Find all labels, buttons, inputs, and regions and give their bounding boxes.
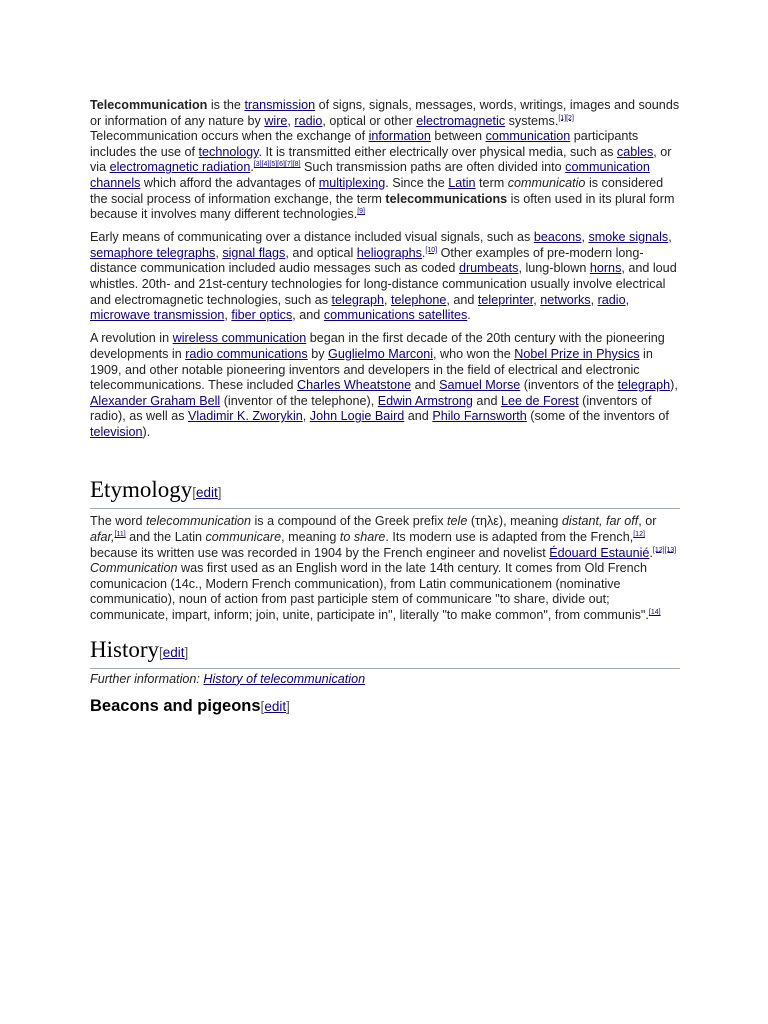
wiki-link[interactable]: Alexander Graham Bell xyxy=(90,393,221,408)
italic-term: Communication xyxy=(90,561,178,576)
text-run: and xyxy=(472,393,501,408)
etymology-edit-section xyxy=(192,485,221,500)
citation-link[interactable]: [11] xyxy=(114,530,126,538)
citation-ref xyxy=(558,114,574,121)
wiki-link[interactable]: networks xyxy=(540,292,591,307)
text-run: (inventor of the telephone), xyxy=(220,393,378,408)
text-run: and xyxy=(404,409,433,424)
wiki-link[interactable]: technology xyxy=(198,144,259,159)
history-heading xyxy=(90,636,680,669)
text-run: . xyxy=(467,308,471,323)
text-run: The word xyxy=(90,514,146,529)
etymology-heading-text: Etymology xyxy=(90,477,193,503)
bracket-close: ] xyxy=(184,644,189,660)
wiki-link[interactable]: Charles Wheatstone xyxy=(296,378,412,393)
citation-ref xyxy=(115,531,126,538)
text-run: was first used as an English word in the late 14th century. It comes from Old French comunicacion (14c., Modern French communication), from Latin communicationem (nominative communicatio), noun of action from past participle stem of communicare "to share, divide out; communicate, impart, inform; join, unite, participate in", literally "to make common", from communis". xyxy=(90,561,649,623)
wiki-link[interactable]: signal flags xyxy=(222,245,286,260)
citation-ref xyxy=(425,247,437,254)
text-run: (some of the inventors of xyxy=(526,409,669,424)
wiki-link[interactable]: semaphore telegraphs xyxy=(90,245,216,260)
text-run: , xyxy=(302,409,310,424)
text-run: . Its modern use is adapted from the French, xyxy=(385,530,634,545)
text-run: systems. xyxy=(505,113,559,128)
history-of-telecommunication-link[interactable]: History of telecommunication xyxy=(203,671,366,686)
text-run: of signs, signals, messages, words, writings, images and sounds or information of any nature by xyxy=(90,98,680,128)
wiki-link[interactable]: telephone xyxy=(391,292,447,307)
etymology-edit-link[interactable]: edit xyxy=(196,485,218,501)
etymology-paragraph xyxy=(90,514,680,623)
wiki-link[interactable]: communications satellites xyxy=(323,308,468,323)
text-run: which afford the advantages of xyxy=(140,175,319,190)
text-run: , xyxy=(668,230,672,245)
text-run: (inventors of the xyxy=(520,378,618,393)
wiki-link[interactable]: drumbeats xyxy=(458,261,519,276)
text-run: , who won the xyxy=(433,346,515,361)
wiki-link[interactable]: Latin xyxy=(448,175,476,190)
text-run: . xyxy=(649,545,653,560)
wiki-link[interactable]: wireless communication xyxy=(172,331,307,346)
wiki-link[interactable]: wire xyxy=(264,113,288,128)
wiki-link[interactable]: electromagnetic xyxy=(416,113,506,128)
text-run: , lung-blown xyxy=(518,261,590,276)
text-run: by xyxy=(307,346,329,361)
wiki-link[interactable]: multiplexing xyxy=(318,175,386,190)
italic-term: communicare xyxy=(205,530,282,545)
bold-term: Telecommunication xyxy=(90,98,208,112)
text-run: (inventors of radio), as well as xyxy=(90,393,652,424)
text-run: is considered the social process of information exchange, the term xyxy=(90,175,664,206)
wiki-link[interactable]: television xyxy=(90,424,143,439)
further-information-label: Further information: xyxy=(90,671,204,686)
text-run: is the xyxy=(207,98,245,112)
wiki-link[interactable]: Nobel Prize in Physics xyxy=(514,346,640,361)
text-run: Other examples of pre-modern long-distance communication included audio messages such as coded xyxy=(90,245,644,276)
wiki-link[interactable]: Vladimir K. Zworykin xyxy=(188,409,303,424)
text-run: , and xyxy=(446,292,478,307)
wiki-link[interactable]: transmission xyxy=(244,98,316,112)
beacons-heading-text: Beacons and pigeons xyxy=(90,697,261,716)
wiki-link[interactable]: microwave transmission xyxy=(90,308,225,323)
further-information-note xyxy=(90,672,680,688)
wiki-link[interactable]: Edwin Armstrong xyxy=(377,393,473,408)
text-run: , xyxy=(224,308,232,323)
wiki-link[interactable]: cables xyxy=(616,144,654,159)
text-run: , and loud whistles. 20th- and 21st-century technologies for long-distance communication usually involve electrical and electromagnetic technologies, such as xyxy=(90,261,677,307)
citation-ref xyxy=(633,531,645,538)
wiki-link[interactable]: teleprinter xyxy=(477,292,534,307)
text-run: , and optical xyxy=(285,245,357,260)
citation-link[interactable]: [12][13] xyxy=(652,546,677,554)
text-run: in 1909, and other notable pioneering inventors and developers in the field of electrical and electronic telecommunications. These included xyxy=(90,346,653,393)
text-run: , xyxy=(287,113,295,128)
wiki-link[interactable]: Guglielmo Marconi xyxy=(328,346,434,361)
text-run: began in the first decade of the 20th century with the pioneering developments in xyxy=(90,331,665,361)
text-run: because its written use was recorded in 1904 by the French engineer and novelist xyxy=(90,545,550,560)
wiki-link[interactable]: telegraph xyxy=(331,292,385,307)
citation-ref xyxy=(653,546,676,553)
wiki-link[interactable]: heliographs xyxy=(356,245,422,260)
text-run: ). xyxy=(142,424,151,439)
wiki-link[interactable]: radio xyxy=(597,292,626,307)
citation-link[interactable]: [14] xyxy=(648,608,661,616)
text-run: ), xyxy=(670,378,678,393)
text-run: , and xyxy=(292,308,324,323)
text-run: . It is transmitted either electrically over physical media, such as xyxy=(258,144,617,159)
text-run: , or via xyxy=(90,144,672,175)
wiki-link[interactable]: smoke signals xyxy=(588,230,669,245)
intro-paragraph-2 xyxy=(90,230,680,324)
text-run: , xyxy=(533,292,541,307)
citation-link[interactable]: [10] xyxy=(425,246,438,254)
italic-term: afar, xyxy=(90,530,115,545)
citation-ref xyxy=(254,161,301,168)
wiki-link[interactable]: fiber optics xyxy=(231,308,293,323)
citation-ref xyxy=(357,208,365,215)
text-run: A revolution in xyxy=(90,331,173,346)
text-run: , or xyxy=(638,514,657,529)
wiki-link[interactable]: John Logie Baird xyxy=(309,409,405,424)
text-run: and xyxy=(411,378,440,393)
text-run: , xyxy=(581,230,589,245)
text-run: , meaning xyxy=(281,530,340,545)
citation-link[interactable]: [9] xyxy=(357,207,365,215)
wiki-link[interactable]: Philo Farnsworth xyxy=(432,409,527,424)
text-run: . Since the xyxy=(385,175,449,190)
wiki-link[interactable]: horns xyxy=(589,261,622,276)
italic-term: communicatio xyxy=(507,175,586,190)
text-run: . xyxy=(250,160,254,175)
bracket-open: [ xyxy=(159,644,163,660)
bracket-open: [ xyxy=(260,699,265,715)
history-heading-text: History xyxy=(90,636,159,662)
citation-link[interactable]: [12] xyxy=(633,530,645,538)
wiki-link[interactable]: Édouard Estaunié xyxy=(549,545,650,560)
wiki-link[interactable]: electromagnetic radiation xyxy=(109,160,251,175)
text-run: and the Latin xyxy=(125,530,206,545)
text-run: (τηλε), meaning xyxy=(467,514,562,529)
citation-link[interactable]: [3][4][5][6][7][8] xyxy=(253,161,301,169)
text-run: participants includes the use of xyxy=(90,129,639,159)
italic-term: to share xyxy=(339,530,386,545)
wiki-link[interactable]: communication xyxy=(485,129,571,144)
wiki-link[interactable]: radio xyxy=(294,113,323,128)
italic-term: distant, far off xyxy=(561,514,639,529)
wiki-link[interactable]: information xyxy=(368,129,431,144)
beacons-edit-link[interactable]: edit xyxy=(264,699,287,715)
wiki-link[interactable]: Samuel Morse xyxy=(439,378,521,393)
italic-term: telecommunication xyxy=(146,514,251,529)
wiki-link[interactable]: communication channels xyxy=(90,160,650,190)
text-run: . xyxy=(421,245,426,260)
wiki-link[interactable]: telegraph xyxy=(617,378,671,393)
text-run: term xyxy=(475,175,508,190)
etymology-heading xyxy=(90,476,680,509)
history-edit-link[interactable]: edit xyxy=(162,644,185,660)
bracket-open: [ xyxy=(192,485,196,501)
bracket-close: ] xyxy=(217,485,222,501)
wiki-link[interactable]: Lee de Forest xyxy=(500,393,579,408)
bracket-close: ] xyxy=(286,699,290,715)
text-run: , xyxy=(384,292,392,307)
wiki-link[interactable]: radio communications xyxy=(185,346,308,361)
text-run: , xyxy=(215,245,223,260)
intro-paragraph-1 xyxy=(90,98,680,223)
text-run: between xyxy=(430,129,486,144)
text-run: , optical or other xyxy=(322,113,417,128)
article-content xyxy=(90,98,680,715)
italic-term: tele xyxy=(447,514,468,529)
wiki-link[interactable]: beacons xyxy=(533,230,582,245)
text-run: , xyxy=(590,292,598,307)
bold-term: telecommunications xyxy=(385,191,508,206)
text-run: , xyxy=(625,292,630,307)
citation-ref xyxy=(649,609,661,616)
intro-paragraph-3 xyxy=(90,331,680,440)
text-run: Early means of communicating over a distance included visual signals, such as xyxy=(90,230,534,245)
text-run: is often used in its plural form because it involves many different technologies. xyxy=(90,191,675,222)
citation-link[interactable]: [1][2] xyxy=(558,114,574,122)
text-run: Such transmission paths are often divided into xyxy=(300,160,566,175)
beacons-and-pigeons-heading xyxy=(90,699,680,715)
beacons-edit-section xyxy=(261,699,290,714)
history-edit-section xyxy=(159,645,188,660)
text-run: is a compound of the Greek prefix xyxy=(251,514,448,529)
text-run: Telecommunication occurs when the exchange of xyxy=(90,129,369,144)
